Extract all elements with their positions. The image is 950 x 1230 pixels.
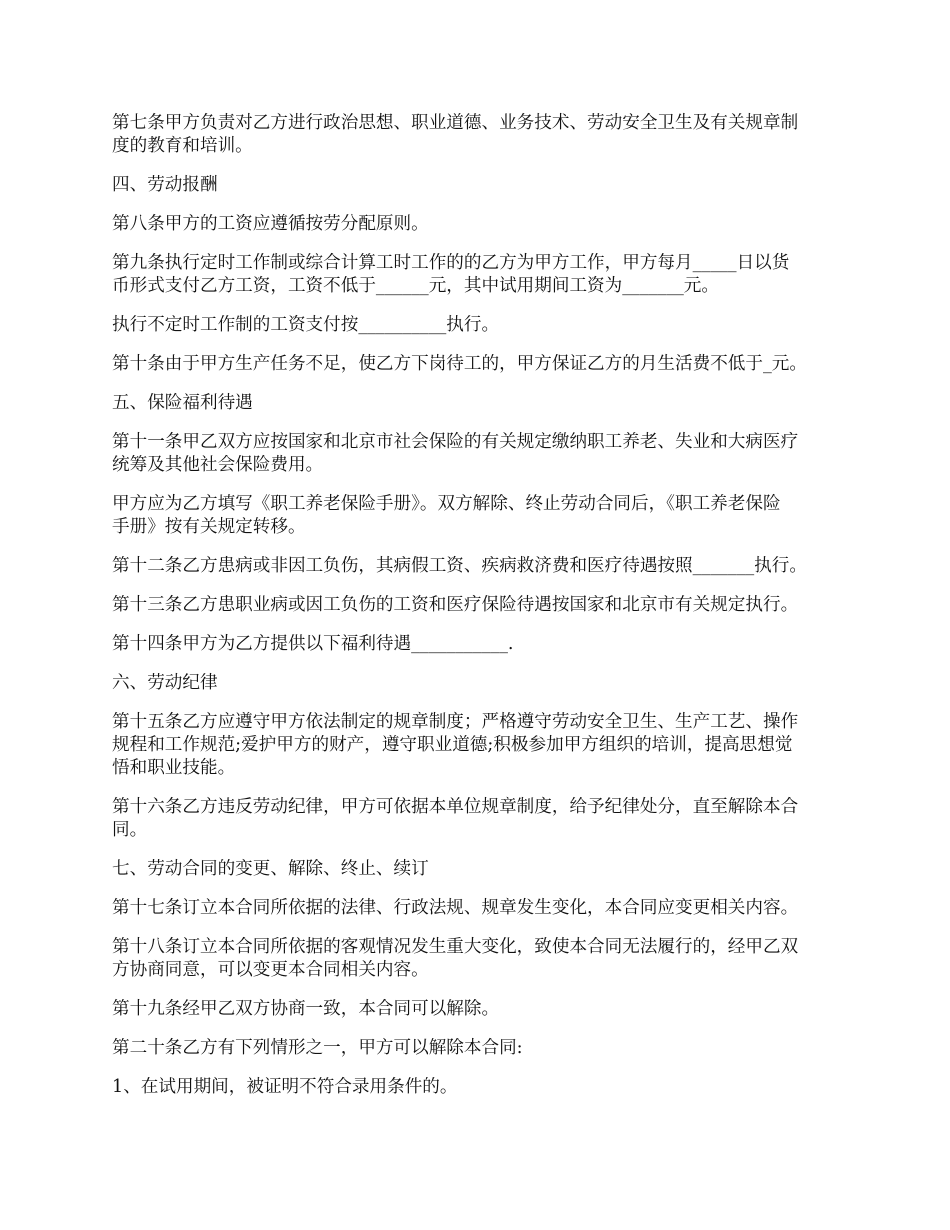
paragraph-article-20: 第二十条乙方有下列情形之一，甲方可以解除本合同: [112,1038,523,1058]
section-heading-insurance-welfare: 五、保险福利待遇 [112,393,253,413]
section-heading-labor-discipline: 六、劳动纪律 [112,673,218,693]
section-heading-labor-remuneration: 四、劳动报酬 [112,175,218,195]
paragraph-article-17: 第十七条订立本合同所依据的法律、行政法规、规章发生变化，本合同应变更相关内容。 [112,898,799,918]
paragraph-article-13: 第十三条乙方患职业病或因工负伤的工资和医疗保险待遇按国家和北京市有关规定执行。 [112,595,799,615]
document-body [112,112,847,1115]
paragraph-article-15: 第十五条乙方应遵守甲方依法制定的规章制度；严格遵守劳动安全卫生、生产工艺、操作 规程和工作规范;爱护甲方的财产，遵守职业道德;积极参加甲方组织的培训，提高思想觉 悟和职业技能。 [112,712,799,778]
paragraph-pension-handbook: 甲方应为乙方填写《职工养老保险手册》。双方解除、终止劳动合同后，《职工养老保险 手册》按有关规定转移。 [112,494,781,537]
paragraph-article-18: 第十八条订立本合同所依据的客观情况发生重大变化，致使本合同无法履行的，经甲乙双 方协商同意，可以变更本合同相关内容。 [112,937,799,980]
paragraph-article-10: 第十条由于甲方生产任务不足，使乙方下岗待工的，甲方保证乙方的月生活费不低于_元。 [112,354,807,374]
paragraph-article-19: 第十九条经甲乙双方协商一致，本合同可以解除。 [112,999,500,1019]
list-item-probation: 1、在试用期间，被证明不符合录用条件的。 [112,1077,458,1097]
paragraph-article-12: 第十二条乙方患病或非因工负伤，其病假工资、疾病救济费和医疗待遇按照_______执行。 [112,556,807,576]
section-heading-contract-changes: 七、劳动合同的变更、解除、终止、续订 [112,859,429,879]
paragraph-article-11: 第十一条甲乙双方应按国家和北京市社会保险的有关规定缴纳职工养老、失业和大病医疗 统筹及其他社会保险费用。 [112,432,799,475]
paragraph-article-7: 第七条甲方负责对乙方进行政治思想、职业道德、业务技术、劳动安全卫生及有关规章制 度的教育和培训。 [112,113,799,156]
paragraph-article-14: 第十四条甲方为乙方提供以下福利待遇___________. [112,634,514,654]
paragraph-article-8: 第八条甲方的工资应遵循按劳分配原则。 [112,214,429,234]
paragraph-article-16: 第十六条乙方违反劳动纪律，甲方可依据本单位规章制度，给予纪律处分，直至解除本合 同。 [112,797,799,840]
paragraph-irregular-hours-pay: 执行不定时工作制的工资支付按__________执行。 [112,315,500,335]
paragraph-article-9: 第九条执行定时工作制或综合计算工时工作的的乙方为甲方工作，甲方每月_____日以货 币形式支付乙方工资，工资不低于______元，其中试用期间工资为_______元。 [112,253,790,296]
